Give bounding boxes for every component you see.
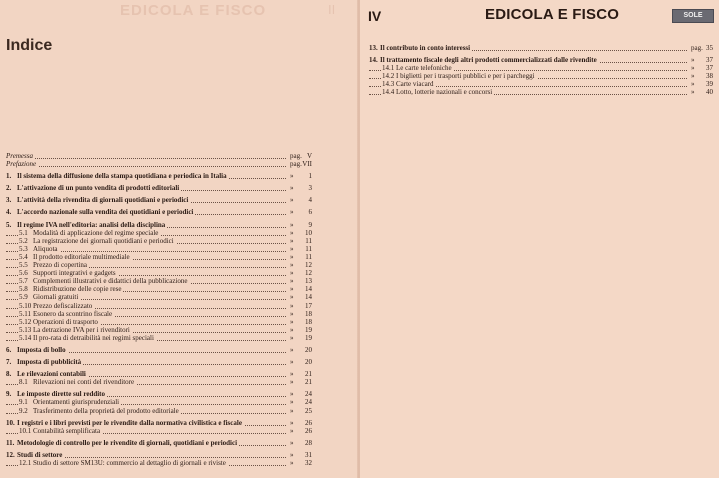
toc-left [6,152,312,467]
toc-page-number: 24 [305,398,312,407]
toc-entry-title: La registrazione dei giornali quotidiani e periodici [33,236,174,245]
page-marker: » [290,196,294,205]
page-marker: » [691,64,695,73]
toc-entry-number: 6. [6,345,12,354]
toc-entry-label [19,269,118,277]
toc-entry-title: Carte viacard [396,80,434,89]
toc-page-number: V [306,152,312,160]
toc-entry-title: Rilevazioni nei conti del rivenditore [33,378,135,387]
toc-entry-title: Premessa [6,152,33,160]
toc-entry-label [6,160,38,168]
toc-entry-label [6,221,167,229]
toc-entry-number: 4. [6,208,12,217]
toc-entry-label [19,310,114,318]
page-marker: » [290,325,294,334]
toc-entry [6,160,312,168]
toc-entry-number: 5.10 [19,301,32,310]
page-marker: » [691,88,695,97]
toc-entry-label [6,208,195,216]
toc-entry [6,269,312,277]
toc-entry-label [6,451,64,459]
toc-entry-number: 5.6 [19,269,28,278]
page-marker: » [290,345,294,354]
toc-entry-label [19,261,89,269]
toc-page-number: 21 [305,378,312,387]
toc-entry-title: Prezzo defiscalizzato [33,301,93,310]
toc-entry-title: Le imposte dirette sul reddito [17,390,106,399]
toc-entry-title: Imposta di bollo [17,345,66,354]
toc-entry-label [6,390,107,398]
page-marker: » [290,418,294,427]
page-marker: » [290,438,294,447]
toc-entry-number: 5.7 [19,277,28,286]
toc-entry [6,310,312,318]
toc-page-number: 37 [706,56,713,65]
toc-entry-number: 5.5 [19,261,28,270]
toc-entry-label [19,334,156,342]
toc-entry-number: 14.1 [382,64,395,73]
toc-entry-title: Il contributo in conto interessi [380,44,471,52]
left-page [0,0,359,478]
toc-entry-title: Supporti integrativi e gadgets [33,269,116,278]
toc-page-number: 11 [305,244,312,253]
page-marker: » [290,285,294,294]
toc-page-number: 3 [308,184,312,193]
toc-page-number: 11 [305,236,312,245]
publisher-logo: SOLE [672,9,714,23]
toc-entry [6,326,312,334]
toc-entry [6,370,312,378]
page-marker: » [290,236,294,245]
page-marker: » [290,358,294,367]
toc-entry-title: Metodologie di controllo per le rivendite di giornali, quotidiani e periodici [17,438,238,447]
toc-entry-label [19,427,102,435]
page-marker: » [290,228,294,237]
toc-page-number: 37 [706,64,713,73]
toc-entry-number: 3. [6,196,12,205]
toc-entry-number: 9.1 [19,398,28,407]
toc-entry-number: 14.3 [382,80,395,89]
toc-page-number: 19 [305,333,312,342]
page-marker: » [290,172,294,181]
page-marker: » [290,333,294,342]
toc-entry-title: Contabilità semplificata [33,426,101,435]
toc-entry [6,459,312,467]
toc-page-number: 12 [305,269,312,278]
ghost-page-number: II [328,2,336,17]
toc-page-number: 26 [305,426,312,435]
toc-page-number: 10 [305,228,312,237]
toc-entry-number: 5.13 [19,325,32,334]
toc-entry [369,44,713,52]
toc-entry-title: Prezzo di copertina [33,261,88,270]
toc-entry-label [6,172,229,180]
toc-entry [6,451,312,459]
toc-entry-label [19,237,176,245]
toc-entry-number: 5.9 [19,293,28,302]
toc-entry [6,245,312,253]
toc-entry-title: Il trattamento fiscale degli altri prodotti commercializzati dalle rivendite [380,56,597,65]
toc-entry-title: Studi di settore [17,450,63,459]
toc-entry-label [382,72,537,80]
toc-entry-number: 8.1 [19,378,28,387]
toc-entry [6,293,312,301]
page-marker: pag. [691,44,703,52]
toc-page-number: 21 [305,370,312,379]
toc-entry [6,419,312,427]
toc-page-number: 13 [305,277,312,286]
toc-entry-label [19,378,136,386]
toc-page-number: 40 [706,88,713,97]
page-marker: » [290,208,294,217]
toc-entry-number: 11. [6,438,15,447]
page-marker: » [290,370,294,379]
toc-entry-label [19,229,160,237]
toc-entry-title: I registri e i libri previsti per le rivendite dalla normativa civilistica e fiscale [17,418,242,427]
page-marker: » [290,184,294,193]
toc-entry-title: Giornali gratuiti [33,293,79,302]
toc-entry-number: 5.3 [19,244,28,253]
toc-entry [6,358,312,366]
toc-entry [369,88,713,96]
toc-page-number: 11 [305,252,312,261]
toc-entry-title: Le carte telefoniche [396,64,452,73]
toc-entry [6,302,312,310]
toc-entry [6,196,312,204]
toc-entry [6,439,312,447]
toc-entry-label [6,196,190,204]
toc-page-number: 39 [706,80,713,89]
page-marker: » [290,277,294,286]
toc-entry-title: Esonero da scontrino fiscale [33,309,113,318]
toc-page-number: 31 [305,450,312,459]
toc-page-number: 18 [305,309,312,318]
toc-page-number: 19 [305,325,312,334]
toc-entry-number: 14.2 [382,72,395,81]
toc-page-number: 24 [305,390,312,399]
toc-entry [6,229,312,237]
toc-entry-title: Studio di settore SM13U: commercio al dettaglio di giornali e riviste [33,459,226,467]
toc-entry [6,152,312,160]
toc-page-number: 35 [706,44,713,52]
toc-entry-label [19,318,100,326]
toc-entry-number: 5.8 [19,285,28,294]
toc-entry [6,277,312,285]
page-marker: » [691,56,695,65]
toc-entry-label [369,56,599,64]
toc-entry [6,184,312,192]
toc-entry-number: 14.4 [382,88,395,97]
toc-entry [6,253,312,261]
toc-entry-title: Aliquota [33,244,58,253]
toc-page-number: 32 [305,459,312,467]
toc-entry-label [382,64,454,72]
page-marker: pag. [290,160,302,169]
toc-entry [6,237,312,245]
toc-entry-title: I biglietti per i trasporti pubblici e per i parcheggi [396,72,535,81]
toc-entry-label [6,346,68,354]
toc-entry-title: La detrazione IVA per i rivenditori [33,325,130,334]
page-marker: » [691,72,695,81]
toc-page-number: 4 [308,196,312,205]
toc-entry-number: 14. [369,56,378,65]
page-number: IV [368,8,382,24]
toc-entry-label [19,398,121,406]
toc-entry [6,172,312,180]
toc-entry-label [6,439,239,447]
toc-entry-label [19,407,181,415]
toc-page-number: VII [302,160,312,169]
index-title: Indice [6,37,53,54]
toc-entry-title: Complementi illustrativi e didattici della pubblicazione [33,277,188,286]
toc-page-number: 6 [308,208,312,217]
page-marker: » [290,220,294,229]
page-marker: » [290,459,294,467]
page-marker: » [290,269,294,278]
toc-entry [369,56,713,64]
toc-entry-title: L'accordo nazionale sulla vendita dei quotidiani e periodici [17,208,194,217]
toc-entry-number: 8. [6,370,12,379]
page-marker: pag. [290,152,302,160]
toc-entry [369,72,713,80]
toc-entry-label [6,419,244,427]
toc-entry-number: 12. [6,450,15,459]
toc-page-number: 20 [305,358,312,367]
toc-page-number: 1 [308,172,312,181]
toc-entry [6,346,312,354]
toc-entry-label [19,302,94,310]
toc-entry-label [19,459,228,467]
toc-entry-label [19,245,60,253]
toc-entry-number: 5.12 [19,317,32,326]
toc-entry-label [6,184,181,192]
toc-entry-label [19,293,80,301]
toc-page-number: 14 [305,293,312,302]
toc-entry-title: L'attivazione di un punto vendita di prodotti editoriali [17,184,180,193]
toc-entry-number: 1. [6,172,12,181]
toc-entry-number: 5.2 [19,236,28,245]
toc-entry [6,285,312,293]
toc-page-number: 25 [305,406,312,415]
toc-entry-label [6,152,35,160]
toc-entry [6,407,312,415]
page-marker: » [290,261,294,270]
toc-page-number: 9 [308,220,312,229]
page-marker: » [290,378,294,387]
toc-entry-label [19,277,190,285]
toc-entry-title: L'attività della rivendita di giornali quotidiani e periodici [17,196,189,205]
toc-entry [369,80,713,88]
toc-entry-title: Imposta di pubblicità [17,358,82,367]
toc-entry-label [6,370,88,378]
page-marker: » [290,252,294,261]
toc-entry-title: Trasferimento della proprietà del prodotto editoriale [33,406,179,415]
toc-entry-number: 7. [6,358,12,367]
toc-entry [6,208,312,216]
toc-entry-title: Il sistema della diffusione della stampa quotidiana e periodica in Italia [17,172,227,181]
toc-entry [369,64,713,72]
toc-page-number: 12 [305,261,312,270]
toc-page-number: 20 [305,345,312,354]
toc-entry-number: 10. [6,418,15,427]
page-marker: » [290,301,294,310]
toc-page-number: 28 [305,438,312,447]
toc-entry-title: Operazioni di trasporto [33,317,98,326]
right-page [360,0,719,478]
page-marker: » [290,244,294,253]
toc-entry-number: 9.2 [19,406,28,415]
page-marker: » [290,406,294,415]
toc-entry-label [19,253,132,261]
toc-entry-title: Il regime IVA nell'editoria: analisi della disciplina [17,220,166,229]
running-header: EDICOLA E FISCO [485,6,620,23]
ghost-header: EDICOLA E FISCO [120,2,267,19]
toc-entry [6,378,312,386]
page-marker: » [290,317,294,326]
toc-entry-title: Le rilevazioni contabili [17,370,86,379]
toc-entry-number: 5.1 [19,228,28,237]
toc-entry-number: 13. [369,44,378,52]
dot-leader [6,158,286,159]
page-marker: » [290,309,294,318]
page-marker: » [290,426,294,435]
toc-entry-number: 5.4 [19,252,28,261]
toc-page-number: 14 [305,285,312,294]
toc-entry [6,427,312,435]
toc-entry [6,261,312,269]
toc-entry [6,221,312,229]
toc-entry-title: Il prodotto editoriale multimediale [33,252,130,261]
toc-entry-label [19,285,123,293]
toc-entry-title: Lotto, lotterie nazionali e concorsi [396,88,493,97]
toc-entry-number: 5. [6,220,12,229]
toc-entry-number: 5.14 [19,333,32,342]
toc-entry-title: Ridistribuzione delle copie rese [33,285,122,294]
page-marker: » [290,293,294,302]
dot-leader [6,166,286,167]
toc-page-number: 38 [706,72,713,81]
page-marker: » [290,450,294,459]
toc-entry-label [382,80,436,88]
toc-entry-number: 10.1 [19,426,32,435]
toc-entry-title: Orientamenti giurisprudenziali [33,398,120,407]
toc-entry [6,390,312,398]
page-marker: » [691,80,695,89]
toc-entry [6,318,312,326]
toc-entry-label [6,358,83,366]
toc-entry-title: Il pro-rata di detraibilità nei regimi speciali [33,333,154,342]
toc-entry-number: 2. [6,184,12,193]
toc-page-number: 18 [305,317,312,326]
toc-entry-number: 9. [6,390,12,399]
toc-entry-number: 5.11 [19,309,31,318]
toc-entry-label [19,326,132,334]
toc-page-number: 26 [305,418,312,427]
toc-entry [6,334,312,342]
toc-entry [6,398,312,406]
toc-entry-label [382,88,494,96]
toc-entry-title: Prefazione [6,160,37,169]
toc-entry-label [369,44,472,52]
toc-entry-number: 12.1 [19,459,32,467]
page-marker: » [290,390,294,399]
toc-entry-title: Modalità di applicazione del regime speciale [33,228,159,237]
page-marker: » [290,398,294,407]
toc-right [369,44,713,97]
toc-page-number: 17 [305,301,312,310]
